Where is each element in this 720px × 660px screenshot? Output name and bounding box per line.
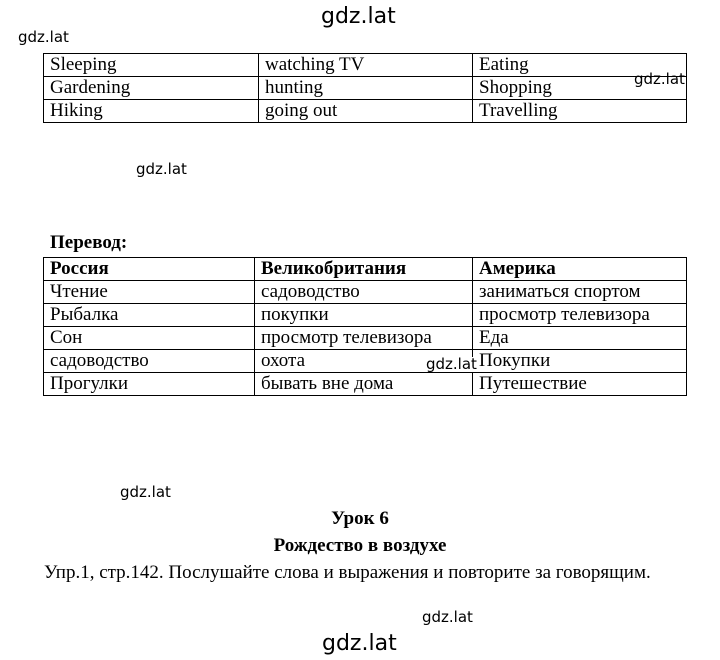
table-row: [44, 373, 687, 396]
watermark: gdz.lat: [634, 70, 685, 88]
table-cell: Чтение: [44, 281, 255, 304]
watermark: gdz.lat: [120, 483, 171, 501]
table-cell: hunting: [259, 77, 473, 100]
watermark: gdz.lat: [18, 28, 69, 46]
table-cell: садоводство: [255, 281, 473, 304]
table-row: [44, 100, 687, 123]
table-row: [44, 327, 687, 350]
watermark: gdz.lat: [321, 4, 396, 29]
table-cell: watching TV: [259, 54, 473, 77]
watermark: gdz.lat: [322, 631, 397, 656]
translation-caption: Перевод:: [50, 232, 128, 253]
column-header: Россия: [44, 258, 255, 281]
table-row: [44, 304, 687, 327]
table-cell: Путешествие: [473, 373, 687, 396]
table-cell: покупки: [255, 304, 473, 327]
table-row: [44, 54, 687, 77]
lesson-number: Урок 6: [331, 508, 389, 529]
table-cell: Travelling: [473, 100, 687, 123]
table-row: [44, 350, 687, 373]
table-cell: Hiking: [44, 100, 259, 123]
table-cell: Покупки: [473, 350, 687, 373]
table-row: [44, 281, 687, 304]
table-cell: Сон: [44, 327, 255, 350]
table-cell: Eating: [473, 54, 687, 77]
column-header: Великобритания: [255, 258, 473, 281]
column-header: Америка: [473, 258, 687, 281]
watermark: gdz.lat: [136, 160, 187, 178]
table-cell: Gardening: [44, 77, 259, 100]
table-cell: охота: [255, 350, 473, 373]
exercise-text: Упр.1, стр.142. Послушайте слова и выражения и повторите за говорящим.: [44, 562, 651, 583]
table-cell: просмотр телевизора: [255, 327, 473, 350]
table-row: [44, 77, 687, 100]
hobbies-table: [43, 53, 687, 123]
watermark: gdz.lat: [426, 355, 477, 373]
lesson-title: Рождество в воздухе: [273, 535, 447, 556]
table-cell: бывать вне дома: [255, 373, 473, 396]
watermark: gdz.lat: [422, 608, 473, 626]
table-header-row: [44, 258, 687, 281]
table-cell: садоводство: [44, 350, 255, 373]
table-cell: Прогулки: [44, 373, 255, 396]
table-cell: Рыбалка: [44, 304, 255, 327]
table-cell: Еда: [473, 327, 687, 350]
table-cell: Shopping: [473, 77, 687, 100]
table-cell: заниматься спортом: [473, 281, 687, 304]
translation-table: [43, 257, 687, 396]
table-cell: Sleeping: [44, 54, 259, 77]
table-cell: going out: [259, 100, 473, 123]
table-cell: просмотр телевизора: [473, 304, 687, 327]
